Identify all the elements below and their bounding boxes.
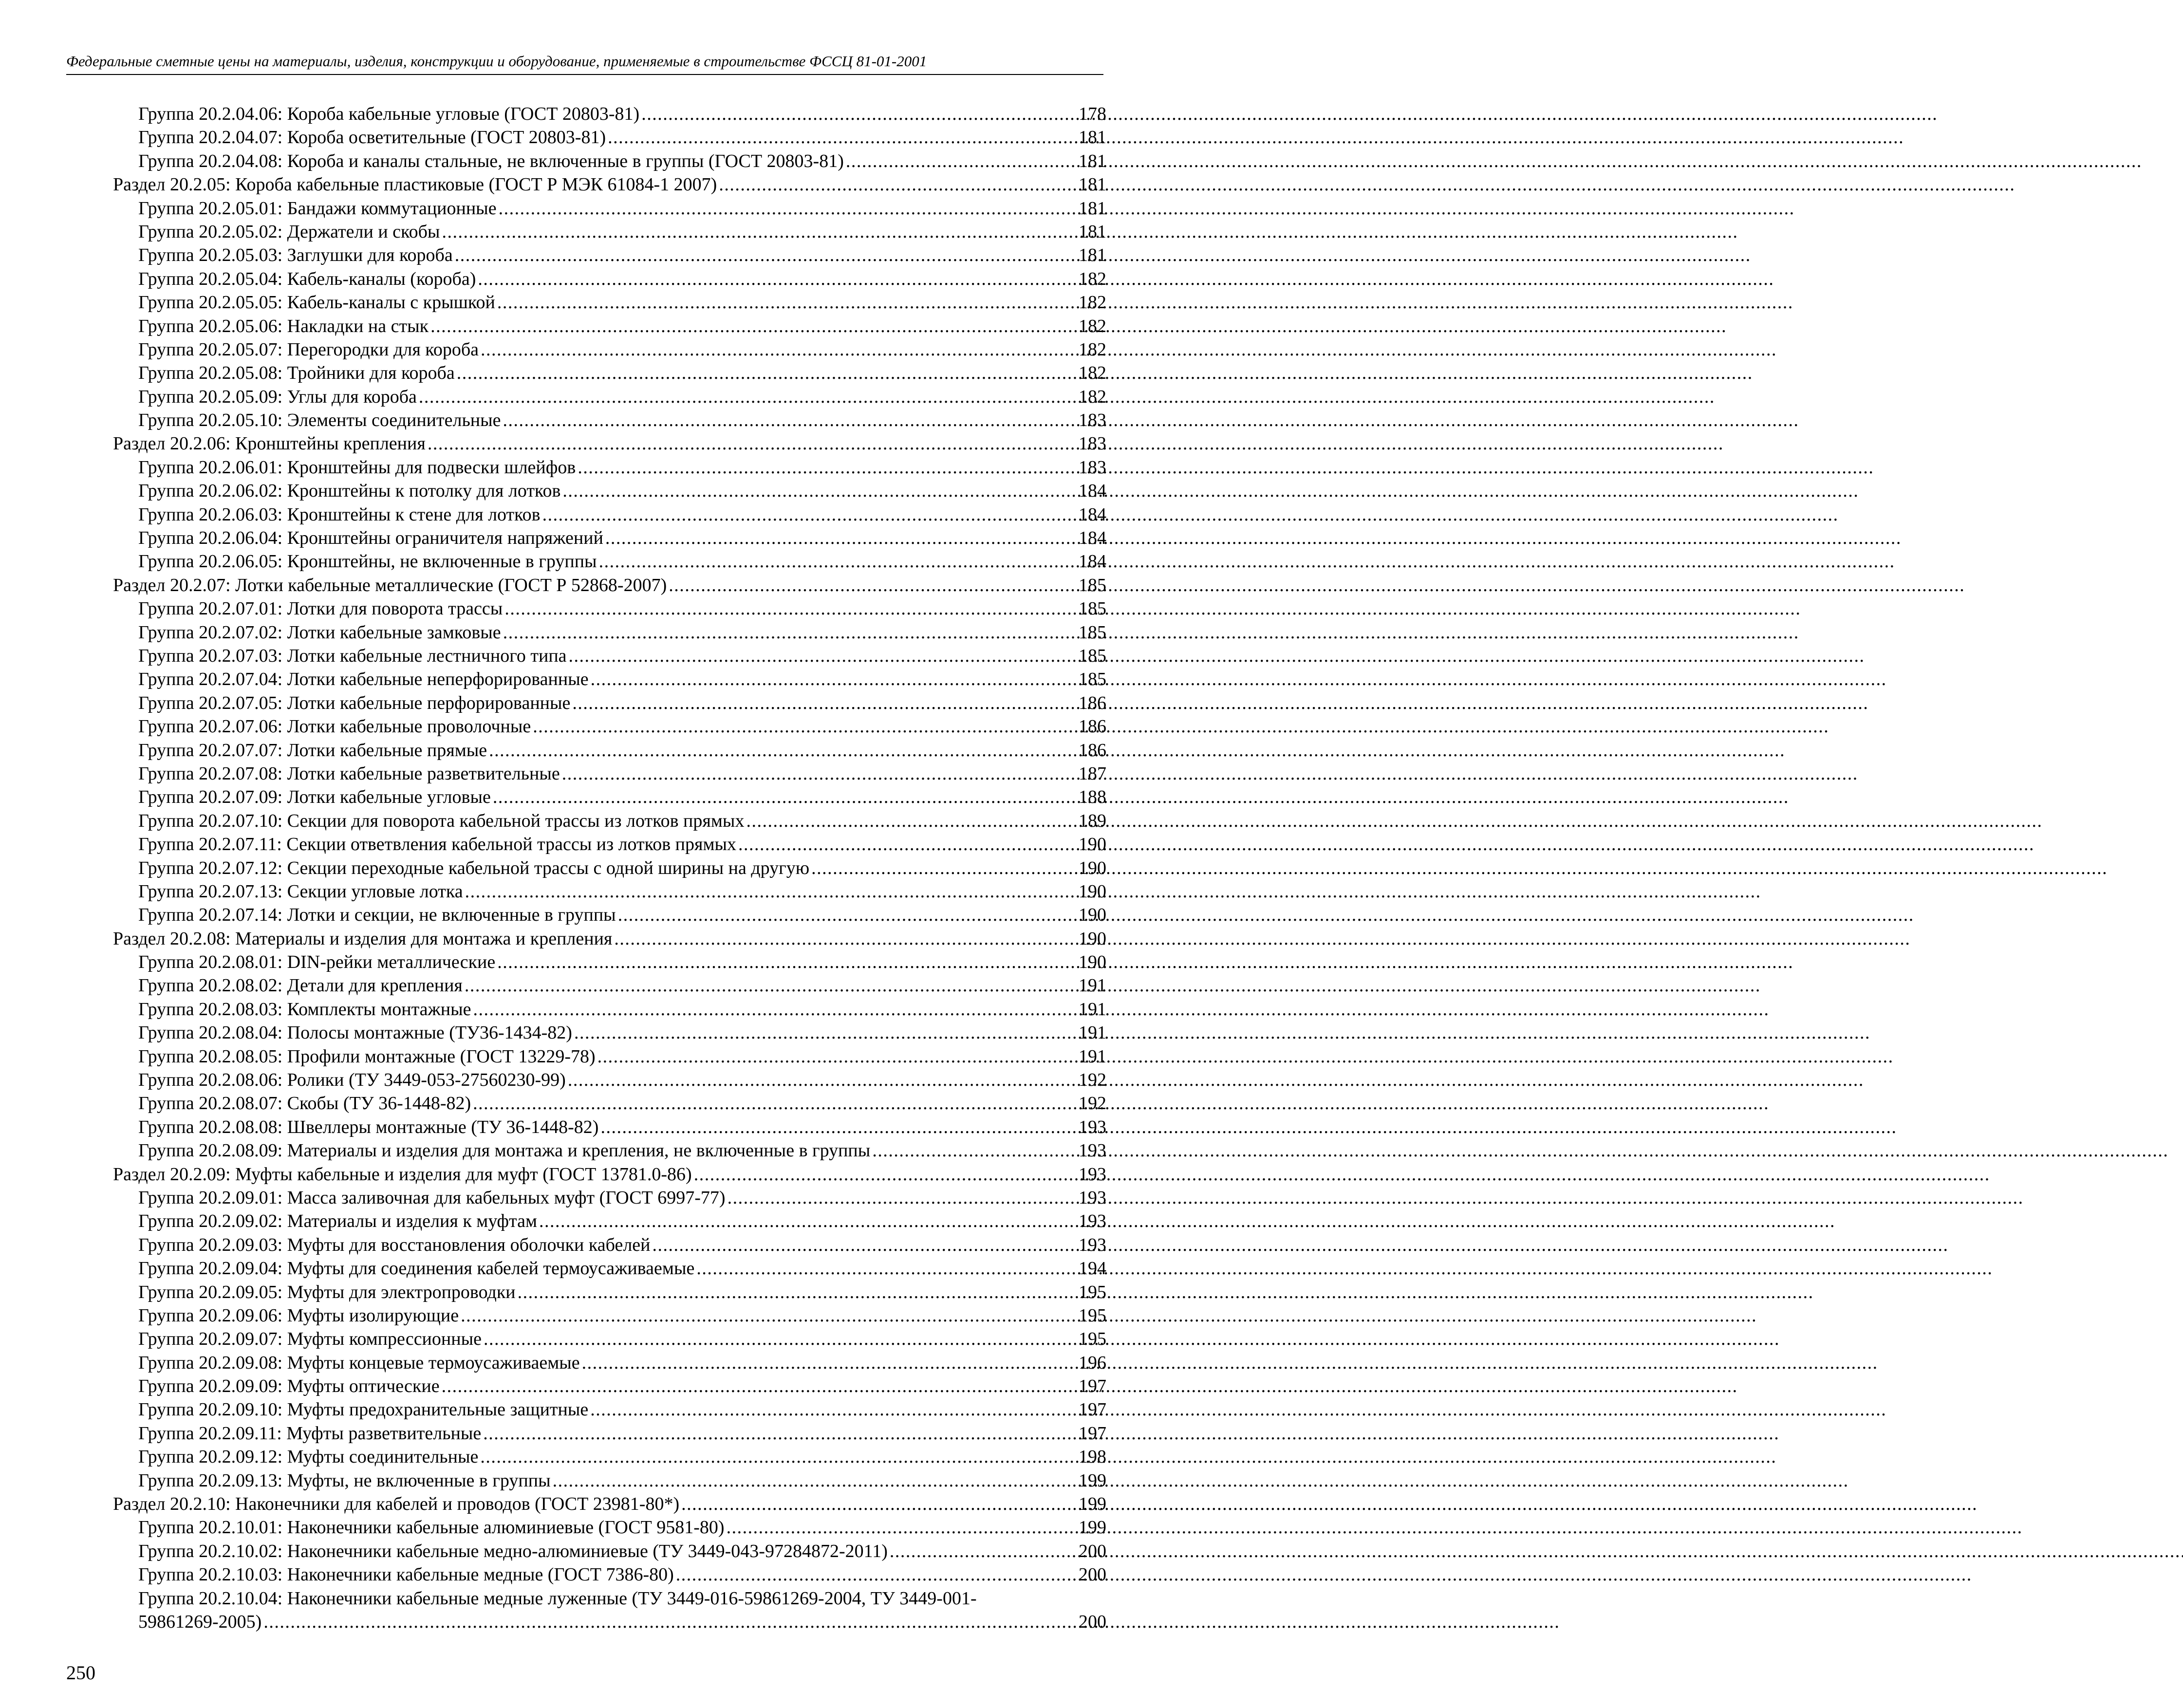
toc-entry-title: Группа 20.2.07.07: Лотки кабельные прямые xyxy=(138,740,487,761)
running-header: Федеральные сметные цены на материалы, изделия, конструкции и оборудование, применяемые в строительстве ФССЦ 81-01-2001 xyxy=(66,53,927,70)
toc-entry-title: Группа 20.2.09.09: Муфты оптические xyxy=(138,1376,440,1397)
toc-dot-leader xyxy=(669,574,1077,597)
toc-group-entry[interactable] xyxy=(113,1469,1106,1492)
toc-page-number: 195 xyxy=(1079,1281,1106,1302)
toc-dot-leader xyxy=(872,1139,1077,1162)
toc-dot-leader xyxy=(746,809,1077,833)
toc-entry-title: Группа 20.2.07.03: Лотки кабельные лестничного типа xyxy=(138,645,567,666)
toc-entry-title: Группа 20.2.07.08: Лотки кабельные разветвительные xyxy=(138,763,560,784)
toc-entry-title: Группа 20.2.09.04: Муфты для соединения кабелей термоусаживаемые xyxy=(138,1258,695,1279)
toc-dot-leader xyxy=(481,338,1077,361)
toc-page-number: 193 xyxy=(1079,1187,1106,1208)
toc-entry-title: Группа 20.2.09.10: Муфты предохранительные защитные xyxy=(138,1399,589,1420)
toc-entry-title: Раздел 20.2.09: Муфты кабельные и изделия для муфт (ГОСТ 13781.0-86) xyxy=(113,1164,692,1185)
toc-group-entry[interactable] xyxy=(113,1327,1106,1351)
toc-entry-title: Группа 20.2.05.10: Элементы соединительные xyxy=(138,410,501,431)
toc-group-entry[interactable] xyxy=(113,1115,1106,1139)
toc-group-entry[interactable] xyxy=(113,903,1106,927)
page-number: 250 xyxy=(66,1662,95,1684)
toc-dot-leader xyxy=(478,267,1077,291)
toc-page-number: 190 xyxy=(1079,834,1106,855)
toc-entry-title: Группа 20.2.08.09: Материалы и изделия для монтажа и крепления, не включенные в группы xyxy=(138,1140,871,1161)
toc-entry-title: Группа 20.2.04.06: Короба кабельные угловые (ГОСТ 20803-81) xyxy=(138,104,640,124)
toc-entry-title: Группа 20.2.06.03: Кронштейны к стене для лотков xyxy=(138,504,541,525)
toc-group-entry[interactable] xyxy=(113,267,1106,291)
toc-group-entry[interactable] xyxy=(113,1209,1106,1233)
toc-group-entry[interactable] xyxy=(113,1563,1106,1586)
toc-entry-title: Группа 20.2.08.01: DIN-рейки металлические xyxy=(138,952,496,973)
toc-group-entry[interactable] xyxy=(113,1374,1106,1398)
toc-section-entry[interactable] xyxy=(113,432,1106,455)
toc-group-entry[interactable] xyxy=(113,880,1106,903)
toc-dot-leader xyxy=(461,1304,1077,1327)
toc-page-number: 185 xyxy=(1079,669,1106,690)
toc-page-number: 197 xyxy=(1079,1376,1106,1397)
toc-dot-leader xyxy=(572,691,1077,715)
toc-dot-leader xyxy=(591,668,1077,691)
toc-page-number: 193 xyxy=(1079,1140,1106,1161)
toc-group-entry[interactable] xyxy=(113,243,1106,267)
toc-page-number: 190 xyxy=(1079,905,1106,926)
toc-entry-title: Группа 20.2.04.07: Короба осветительные (ГОСТ 20803-81) xyxy=(138,127,606,148)
toc-group-entry[interactable] xyxy=(113,102,1106,126)
toc-group-entry[interactable] xyxy=(113,856,1106,880)
toc-entry-title: Группа 20.2.09.11: Муфты разветвительные xyxy=(138,1423,482,1444)
toc-group-entry[interactable] xyxy=(113,621,1106,644)
toc-group-entry[interactable] xyxy=(113,597,1106,620)
toc-entry-title: Группа 20.2.07.13: Секции угловые лотка xyxy=(138,881,463,902)
toc-dot-leader xyxy=(719,173,1077,196)
toc-section-entry[interactable] xyxy=(113,927,1106,950)
toc-entry-title: Группа 20.2.05.07: Перегородки для короба xyxy=(138,339,479,360)
toc-dot-leader xyxy=(465,880,1077,903)
toc-page-number: 193 xyxy=(1079,1211,1106,1232)
toc-page-number: 189 xyxy=(1079,810,1106,831)
toc-entry-title: Группа 20.2.10.04: Наконечники кабельные медные луженные (ТУ 3449-016-59861269-2004, ТУ 3449-001- xyxy=(138,1588,977,1609)
toc-page-number: 182 xyxy=(1079,339,1106,360)
toc-dot-leader xyxy=(574,1021,1077,1044)
toc-entry-title: Группа 20.2.09.12: Муфты соединительные xyxy=(138,1447,479,1467)
toc-page-number: 186 xyxy=(1079,716,1106,737)
toc-page-number: 183 xyxy=(1079,457,1106,478)
toc-page-number: 192 xyxy=(1079,1093,1106,1114)
toc-entry-title: Группа 20.2.05.08: Тройники для короба xyxy=(138,363,455,384)
toc-entry-title: Группа 20.2.07.02: Лотки кабельные замковые xyxy=(138,622,501,643)
toc-dot-leader xyxy=(614,927,1077,950)
toc-dot-leader xyxy=(518,1281,1077,1304)
toc-dot-leader xyxy=(568,1068,1077,1092)
toc-dot-leader xyxy=(465,974,1077,997)
toc-entry-title: Группа 20.2.07.09: Лотки кабельные угловые xyxy=(138,787,491,808)
toc-group-entry[interactable] xyxy=(113,762,1106,785)
toc-group-entry[interactable] xyxy=(113,1139,1106,1162)
toc-dot-leader xyxy=(497,950,1077,974)
toc-group-entry[interactable] xyxy=(113,1587,1106,1610)
toc-dot-leader xyxy=(578,456,1077,479)
toc-page-number: 182 xyxy=(1079,292,1106,313)
toc-dot-leader xyxy=(553,1469,1077,1492)
toc-entry-title: Группа 20.2.10.03: Наконечники кабельные медные (ГОСТ 7386-80) xyxy=(138,1564,674,1585)
toc-group-entry[interactable] xyxy=(113,361,1106,385)
toc-section-entry[interactable] xyxy=(113,1163,1106,1186)
toc-group-entry[interactable] xyxy=(113,644,1106,668)
toc-entry-title: Группа 20.2.07.04: Лотки кабельные неперфорированные xyxy=(138,669,589,690)
toc-entry-title: Группа 20.2.06.01: Кронштейны для подвески шлейфов xyxy=(138,457,576,478)
toc-page-number: 185 xyxy=(1079,622,1106,643)
toc-dot-leader xyxy=(890,1540,1077,1563)
toc-page-number: 185 xyxy=(1079,645,1106,666)
toc-page-number: 182 xyxy=(1079,386,1106,407)
toc-entry-title: Группа 20.2.05.05: Кабель-каналы с крышкой xyxy=(138,292,495,313)
toc-page-number: 182 xyxy=(1079,268,1106,289)
toc-entry-title: Группа 20.2.09.05: Муфты для электропроводки xyxy=(138,1281,516,1302)
toc-entry-title: Группа 20.2.08.04: Полосы монтажные (ТУ36-1434-82) xyxy=(138,1022,572,1043)
toc-entry-title: Группа 20.2.05.01: Бандажи коммутационные xyxy=(138,198,497,219)
toc-entry-title: Раздел 20.2.10: Наконечники для кабелей и проводов (ГОСТ 23981-80*) xyxy=(113,1494,680,1515)
toc-page-number: 194 xyxy=(1079,1258,1106,1279)
toc-entry-title: Раздел 20.2.06: Кронштейны крепления xyxy=(113,433,426,454)
toc-entry-title: Группа 20.2.05.02: Держатели и скобы xyxy=(138,221,440,242)
toc-dot-leader xyxy=(503,408,1077,432)
toc-entry-title: Группа 20.2.05.04: Кабель-каналы (короба) xyxy=(138,268,476,289)
toc-dot-leader xyxy=(605,526,1077,550)
toc-entry-title: Группа 20.2.10.02: Наконечники кабельные медно-алюминиевые (ТУ 3449-043-97284872-2011) xyxy=(138,1541,888,1561)
toc-dot-leader xyxy=(457,361,1077,385)
toc-entry-title: Группа 20.2.06.02: Кронштейны к потолку для лотков xyxy=(138,481,561,501)
toc-group-entry[interactable] xyxy=(113,691,1106,715)
toc-entry-title: Группа 20.2.08.05: Профили монтажные (ГОСТ 13229-78) xyxy=(138,1046,596,1067)
toc-entry-title: Раздел 20.2.07: Лотки кабельные металлические (ГОСТ Р 52868-2007) xyxy=(113,575,667,595)
toc-page-number: 198 xyxy=(1079,1447,1106,1467)
toc-dot-leader xyxy=(599,550,1077,573)
toc-group-entry[interactable] xyxy=(113,385,1106,408)
toc-group-entry[interactable] xyxy=(113,220,1106,243)
toc-dot-leader xyxy=(499,197,1077,220)
toc-dot-leader xyxy=(653,1233,1077,1257)
toc-dot-leader xyxy=(489,739,1077,762)
toc-group-entry[interactable] xyxy=(113,1304,1106,1327)
toc-page-number: 193 xyxy=(1079,1234,1106,1255)
toc-page-number: 183 xyxy=(1079,433,1106,454)
toc-entry-title: Раздел 20.2.05: Короба кабельные пластиковые (ГОСТ Р МЭК 61084-1 2007) xyxy=(113,174,717,195)
toc-group-entry[interactable] xyxy=(113,197,1106,220)
toc-page-number: 185 xyxy=(1079,598,1106,619)
toc-entry-title: Группа 20.2.05.06: Накладки на стык xyxy=(138,316,429,336)
toc-section-entry[interactable] xyxy=(113,1492,1106,1516)
header-rule xyxy=(66,74,1103,75)
toc-entry-title: 59861269-2005) xyxy=(138,1612,262,1632)
toc-page-number: 199 xyxy=(1079,1494,1106,1515)
toc-page-number: 184 xyxy=(1079,551,1106,572)
toc-page-number: 178 xyxy=(1079,104,1106,124)
toc-page-number: 199 xyxy=(1079,1517,1106,1538)
toc-page-number: 191 xyxy=(1079,1046,1106,1067)
toc-page-number: 190 xyxy=(1079,857,1106,878)
toc-group-entry[interactable] xyxy=(113,1257,1106,1280)
toc-page-number: 181 xyxy=(1079,127,1106,148)
toc-dot-leader xyxy=(676,1563,1077,1586)
toc-dot-leader xyxy=(497,291,1077,314)
toc-group-entry[interactable] xyxy=(113,1281,1106,1304)
table-of-contents xyxy=(113,102,1106,1634)
toc-entry-title: Группа 20.2.09.01: Масса заливочная для кабельных муфт (ГОСТ 6997-77) xyxy=(138,1187,726,1208)
toc-group-entry[interactable] xyxy=(113,1186,1106,1209)
toc-dot-leader xyxy=(681,1492,1077,1516)
toc-group-entry[interactable] xyxy=(113,149,1106,173)
toc-group-entry[interactable] xyxy=(113,950,1106,974)
toc-dot-leader xyxy=(562,479,1077,502)
toc-entry-title: Группа 20.2.08.08: Швеллеры монтажные (ТУ 36-1448-82) xyxy=(138,1116,599,1137)
toc-dot-leader xyxy=(533,715,1077,738)
toc-group-entry[interactable] xyxy=(113,1092,1106,1115)
toc-entry-title: Раздел 20.2.08: Материалы и изделия для монтажа и крепления xyxy=(113,928,613,949)
toc-page-number: 185 xyxy=(1079,575,1106,595)
toc-entry-title: Группа 20.2.09.13: Муфты, не включенные в группы xyxy=(138,1470,551,1491)
toc-group-entry[interactable] xyxy=(113,715,1106,738)
toc-entry-title: Группа 20.2.08.07: Скобы (ТУ 36-1448-82) xyxy=(138,1093,471,1114)
toc-page-number: 192 xyxy=(1079,1070,1106,1091)
toc-dot-leader xyxy=(600,1115,1077,1139)
toc-group-entry[interactable] xyxy=(113,1516,1106,1539)
toc-page-number: 181 xyxy=(1079,198,1106,219)
toc-dot-leader xyxy=(694,1163,1077,1186)
toc-dot-leader xyxy=(641,102,1077,126)
toc-page-number: 191 xyxy=(1079,975,1106,996)
toc-group-entry[interactable] xyxy=(113,456,1106,479)
toc-group-entry[interactable] xyxy=(113,479,1106,502)
toc-entry-title: Группа 20.2.06.05: Кронштейны, не включенные в группы xyxy=(138,551,597,572)
toc-dot-leader xyxy=(455,243,1077,267)
toc-page-number: 184 xyxy=(1079,481,1106,501)
toc-dot-leader xyxy=(442,1374,1077,1398)
toc-group-entry[interactable] xyxy=(113,1351,1106,1374)
toc-entry-title: Группа 20.2.09.02: Материалы и изделия к муфтам xyxy=(138,1211,537,1232)
toc-dot-leader xyxy=(696,1257,1077,1280)
toc-dot-leader xyxy=(569,644,1077,668)
toc-page-number: 181 xyxy=(1079,150,1106,171)
toc-dot-leader xyxy=(430,315,1077,338)
toc-group-entry[interactable] xyxy=(113,1422,1106,1445)
toc-page-number: 182 xyxy=(1079,316,1106,336)
toc-entry-title: Группа 20.2.07.01: Лотки для поворота трассы xyxy=(138,598,503,619)
toc-group-entry[interactable] xyxy=(113,338,1106,361)
toc-group-entry[interactable] xyxy=(113,1045,1106,1068)
toc-page-number: 184 xyxy=(1079,528,1106,549)
toc-dot-leader xyxy=(493,785,1077,809)
toc-page-number: 200 xyxy=(1079,1564,1106,1585)
toc-page-number: 184 xyxy=(1079,504,1106,525)
toc-group-entry[interactable] xyxy=(113,1398,1106,1421)
toc-page-number: 195 xyxy=(1079,1329,1106,1350)
toc-dot-leader xyxy=(542,503,1077,526)
toc-dot-leader xyxy=(811,856,1077,880)
toc-dot-leader xyxy=(263,1610,1077,1634)
toc-section-entry[interactable] xyxy=(113,574,1106,597)
toc-entry-title: Группа 20.2.09.06: Муфты изолирующие xyxy=(138,1305,459,1326)
toc-entry-title: Группа 20.2.06.04: Кронштейны ограничителя напряжений xyxy=(138,528,603,549)
toc-page-number: 191 xyxy=(1079,1022,1106,1043)
toc-page-number: 190 xyxy=(1079,881,1106,902)
toc-entry-title: Группа 20.2.09.08: Муфты концевые термоусаживаемые xyxy=(138,1352,580,1373)
toc-group-entry[interactable] xyxy=(113,1068,1106,1092)
toc-page-number: 183 xyxy=(1079,410,1106,431)
toc-page-number: 188 xyxy=(1079,787,1106,808)
toc-page-number: 181 xyxy=(1079,174,1106,195)
toc-page-number: 193 xyxy=(1079,1116,1106,1137)
toc-group-entry[interactable] xyxy=(113,668,1106,691)
toc-page-number: 182 xyxy=(1079,363,1106,384)
toc-dot-leader xyxy=(608,126,1077,149)
toc-page-number: 190 xyxy=(1079,928,1106,949)
toc-dot-leader xyxy=(562,762,1077,785)
toc-page-number: 190 xyxy=(1079,952,1106,973)
toc-page-number: 195 xyxy=(1079,1305,1106,1326)
toc-entry-title: Группа 20.2.07.14: Лотки и секции, не включенные в группы xyxy=(138,905,616,926)
toc-page-number: 191 xyxy=(1079,999,1106,1020)
toc-page-number: 181 xyxy=(1079,245,1106,266)
toc-dot-leader xyxy=(480,1445,1077,1468)
toc-dot-leader xyxy=(419,385,1077,408)
toc-entry-title: Группа 20.2.05.09: Углы для короба xyxy=(138,386,417,407)
toc-group-entry[interactable] xyxy=(113,739,1106,762)
toc-entry-title: Группа 20.2.10.01: Наконечники кабельные алюминиевые (ГОСТ 9581-80) xyxy=(138,1517,725,1538)
toc-dot-leader xyxy=(582,1351,1077,1374)
toc-page-number: 196 xyxy=(1079,1352,1106,1373)
toc-entry-title: Группа 20.2.07.12: Секции переходные кабельной трассы с одной ширины на другую xyxy=(138,857,810,878)
toc-entry-title: Группа 20.2.05.03: Заглушки для короба xyxy=(138,245,453,266)
toc-group-entry[interactable] xyxy=(113,503,1106,526)
toc-dot-leader xyxy=(727,1516,1077,1539)
toc-group-entry[interactable] xyxy=(113,998,1106,1021)
toc-group-entry[interactable] xyxy=(113,785,1106,809)
toc-group-entry[interactable] xyxy=(113,809,1106,833)
toc-dot-leader xyxy=(728,1186,1077,1209)
toc-page-number: 197 xyxy=(1079,1423,1106,1444)
toc-entry-title: Группа 20.2.07.06: Лотки кабельные проволочные xyxy=(138,716,531,737)
toc-group-entry[interactable] xyxy=(113,1021,1106,1044)
toc-group-entry[interactable] xyxy=(113,408,1106,432)
toc-dot-leader xyxy=(846,149,1077,173)
toc-page-number: 199 xyxy=(1079,1470,1106,1491)
toc-dot-leader xyxy=(473,998,1077,1021)
toc-entry-title: Группа 20.2.08.03: Комплекты монтажные xyxy=(138,999,471,1020)
toc-dot-leader xyxy=(618,903,1077,927)
toc-group-entry[interactable] xyxy=(113,1233,1106,1257)
toc-dot-leader xyxy=(473,1092,1077,1115)
toc-group-entry[interactable] xyxy=(113,1445,1106,1468)
toc-group-entry[interactable] xyxy=(113,315,1106,338)
toc-page-number: 200 xyxy=(1079,1612,1106,1632)
toc-group-entry[interactable] xyxy=(113,1610,1106,1634)
toc-entry-title: Группа 20.2.07.10: Секции для поворота кабельной трассы из лотков прямых xyxy=(138,810,745,831)
toc-entry-title: Группа 20.2.09.03: Муфты для восстановления оболочки кабелей xyxy=(138,1234,651,1255)
toc-entry-title: Группа 20.2.08.02: Детали для крепления xyxy=(138,975,463,996)
toc-page-number: 197 xyxy=(1079,1399,1106,1420)
toc-entry-title: Группа 20.2.07.11: Секции ответвления кабельной трассы из лотков прямых xyxy=(138,834,737,855)
toc-page-number: 186 xyxy=(1079,740,1106,761)
toc-dot-leader xyxy=(484,1327,1077,1351)
toc-page-number: 200 xyxy=(1079,1541,1106,1561)
toc-page-number: 193 xyxy=(1079,1164,1106,1185)
toc-dot-leader xyxy=(503,621,1077,644)
toc-dot-leader xyxy=(504,597,1077,620)
toc-dot-leader xyxy=(428,432,1077,455)
toc-group-entry[interactable] xyxy=(113,550,1106,573)
toc-page-number: 181 xyxy=(1079,221,1106,242)
toc-group-entry[interactable] xyxy=(113,833,1106,856)
toc-group-entry[interactable] xyxy=(113,526,1106,550)
toc-group-entry[interactable] xyxy=(113,126,1106,149)
toc-entry-title: Группа 20.2.08.06: Ролики (ТУ 3449-053-27560230-99) xyxy=(138,1070,566,1091)
toc-entry-title: Группа 20.2.04.08: Короба и каналы стальные, не включенные в группы (ГОСТ 20803-81) xyxy=(138,150,844,171)
toc-entry-title: Группа 20.2.09.07: Муфты компрессионные xyxy=(138,1329,482,1350)
toc-dot-leader xyxy=(442,220,1077,243)
toc-dot-leader xyxy=(590,1398,1077,1421)
toc-page-number: 187 xyxy=(1079,763,1106,784)
toc-group-entry[interactable] xyxy=(113,1540,1106,1563)
toc-dot-leader xyxy=(597,1045,1077,1068)
toc-dot-leader xyxy=(483,1422,1077,1445)
toc-section-entry[interactable] xyxy=(113,173,1106,196)
toc-page-number: 186 xyxy=(1079,692,1106,713)
toc-group-entry[interactable] xyxy=(113,974,1106,997)
toc-dot-leader xyxy=(539,1209,1077,1233)
toc-group-entry[interactable] xyxy=(113,291,1106,314)
toc-entry-title: Группа 20.2.07.05: Лотки кабельные перфорированные xyxy=(138,692,571,713)
toc-dot-leader xyxy=(738,833,1077,856)
